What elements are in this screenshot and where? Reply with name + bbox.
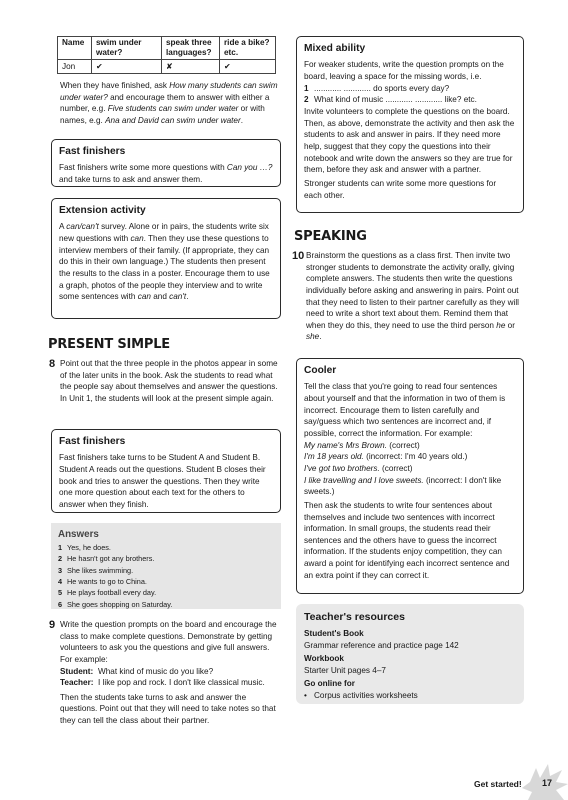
box-title: Fast finishers: [59, 146, 126, 157]
extension-activity-box: [51, 198, 281, 319]
item-number: 9: [49, 619, 56, 631]
panel-title: Teacher's resources: [304, 611, 405, 623]
example-line: I'm 18 years old. (incorrect: I'm 40 years old.): [304, 452, 468, 462]
answer-item: 4 He wants to go to China.: [58, 577, 147, 587]
item-8: [49, 358, 282, 405]
answer-item: 6 She goes shopping on Saturday.: [58, 599, 173, 609]
example-line: I've got two brothers. (correct): [304, 463, 413, 473]
table-row: [58, 59, 276, 74]
item-text: Point out that the three people in the photos appear in some of the later units in the book. Ask the students to read what the people say about themselves and answer the questions. In Unit 1, the students will look at the present simple again.: [60, 359, 278, 403]
table-cell: Jon: [58, 59, 92, 74]
page-number: 17: [542, 778, 553, 788]
answer-item: 3 She likes swimming.: [58, 565, 134, 575]
item-text: Brainstorm the questions as a class first. Then invite two stronger students to demonstrate the activity orally, giving complete answers. The students then write the questions individually before asking and answering in pairs. Point out that they need to listen to their partner carefully as they will need to write a short text about them. Remind them that when they do this, they need to use the third person he or she.: [306, 251, 519, 342]
ability-table: [57, 36, 276, 74]
resource-line: Starter Unit pages 4–7: [304, 665, 386, 675]
prompt-line: 1 ............ ............ do sports every day?: [304, 83, 450, 93]
box-text: For weaker students, write the question prompts on the board, leaving a space for the missing words, i.e.: [304, 60, 504, 82]
prompt-line: 2 What kind of music ............ ............ like? etc.: [304, 95, 477, 105]
fast-finishers-box-2: [51, 429, 281, 513]
resource-bullet: • Corpus activities worksheets: [304, 691, 418, 701]
table-cell: ✔: [92, 59, 162, 74]
teachers-resources-panel: [296, 604, 524, 704]
item-number: 10: [292, 250, 305, 262]
table-header: Name: [58, 37, 92, 60]
cooler-box: [296, 358, 524, 594]
box-text: A can/can't survey. Alone or in pairs, the students write six new questions with can. Then they use these questions to interview members of their family. (If appropriate, they can do this in their own language.) The students then present the results to the class in a poster. Encourage them to use a graph, photos of the people they interview and to write some sentences with can and can't.: [59, 222, 270, 302]
mixed-ability-box: [296, 36, 524, 213]
speaking-heading: SPEAKING: [294, 229, 367, 244]
box-title: Cooler: [304, 365, 337, 376]
item-10: [292, 250, 525, 343]
box-text: Fast finishers write some more questions with Can you …? and take turns to ask and answer them.: [59, 163, 273, 185]
footer-title: Get started!: [474, 779, 522, 789]
table-header: speak three languages?: [162, 37, 220, 60]
table-cell: ✘: [162, 59, 220, 74]
answer-item: 2 He hasn't got any brothers.: [58, 554, 155, 564]
box-text: Fast finishers take turns to be Student A and Student B. Student A reads out the questions. Student B closes their book and tries to answer the questions. Then they write one more question about each text for the others to answer when they finish.: [59, 453, 266, 510]
answers-title: Answers: [58, 529, 99, 540]
intro-paragraph: When they have finished, ask How many students can swim under water? and encourage them to answer with either a number, e.g. Five students can swim under water or with names, e.g. Ana and David can swim under water.: [60, 81, 278, 125]
resource-heading: Go online for: [304, 679, 355, 689]
fast-finishers-box-1: [51, 139, 281, 187]
resource-heading: Workbook: [304, 654, 344, 664]
example-line: I like travelling and I love sweets. (incorrect: I don't like sweets.): [304, 475, 502, 497]
box-text: Tell the class that you're going to read four sentences about yourself and that the information in two of them is incorrect. Encourage them to listen carefully and say/guess which two sentences are incorrect and, if possible, correct the information. For example:: [304, 382, 506, 439]
table-header: swim under water?: [92, 37, 162, 60]
box-title: Mixed ability: [304, 43, 366, 54]
example-student: Student: What kind of music do you like?: [60, 666, 214, 676]
table-header: ride a bike? etc.: [220, 37, 276, 60]
answer-item: 5 He plays football every day.: [58, 588, 157, 598]
item-9: [49, 619, 282, 727]
item-text: Write the question prompts on the board and encourage the class to make complete questions. Demonstrate by getting volunteers to ask you the questions and give full answers. For example:: [60, 620, 277, 664]
resource-line: Grammar reference and practice page 142: [304, 640, 459, 650]
table-cell: ✔: [220, 59, 276, 74]
box-title: Fast finishers: [59, 436, 126, 447]
example-line: My name's Mrs Brown. (correct): [304, 440, 420, 450]
answer-item: 1 Yes, he does.: [58, 543, 111, 553]
resource-heading: Student's Book: [304, 628, 364, 638]
box-text: Invite volunteers to complete the questions on the board. Then, as above, demonstrate the activity and then ask the students to ask and answer in pairs. If they need more help, suggest that they copy the questions into their notebook and write down the answers so they are true for them, before they ask and answer with a partner.: [304, 107, 515, 175]
item-text: Then the students take turns to ask and answer the questions. Point out that they will need to take notes so that they can tell the class about their partner.: [60, 692, 276, 726]
item-number: 8: [49, 358, 56, 370]
box-text: Stronger students can write some more questions for each other.: [304, 178, 497, 200]
present-simple-heading: PRESENT SIMPLE: [48, 337, 170, 352]
answers-panel: [51, 523, 281, 609]
box-title: Extension activity: [59, 205, 146, 216]
example-teacher: Teacher: I like pop and rock. I don't like classical music.: [60, 678, 265, 688]
box-text: Then ask the students to write four sentences about themselves and include two sentences with incorrect information. In small groups, the students read their sentences and the others have to guess the incorrect information. If the students enjoy competition, they can award a point for identifying each incorrect sentence and an extra point if they can correct it.: [304, 500, 510, 580]
